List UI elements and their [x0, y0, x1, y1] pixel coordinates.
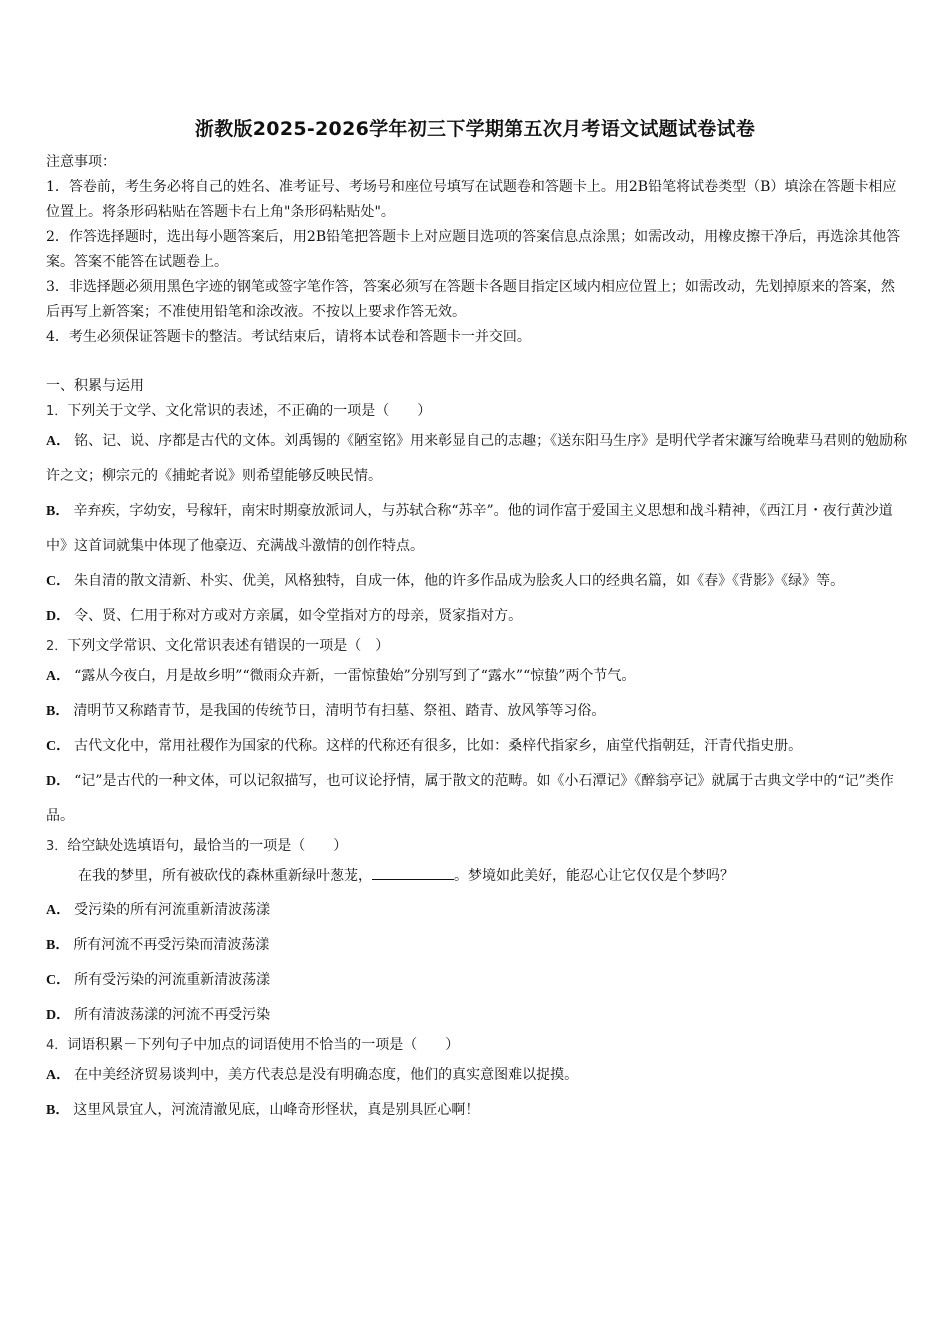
option-d [46, 599, 908, 634]
option-b [46, 1093, 908, 1128]
question-text: 词语积累－下列句子中加点的词语使用不恰当的一项是（ ） [67, 1037, 460, 1053]
question-number: 4． [46, 1038, 68, 1053]
question-4 [46, 1033, 908, 1058]
option-c [46, 729, 908, 764]
option-c [46, 564, 908, 599]
option-text: 在中美经济贸易谈判中，美方代表总是没有明确态度，他们的真实意图难以捉摸。 [74, 1067, 579, 1083]
option-b [46, 928, 908, 963]
option-text: 朱自清的散文清新、朴实、优美，风格独特，自成一体，他的许多作品成为脍炙人口的经典名篇，如《春》《背影》《绿》等。 [74, 573, 845, 589]
question-3 [46, 834, 908, 859]
option-a [46, 1058, 908, 1093]
option-b [46, 694, 908, 729]
option-text: 所有清波荡漾的河流不再受污染 [74, 1007, 271, 1023]
notice-item: 4．考生必须保证答题卡的整洁。考试结束后，请将本试卷和答题卡一并交回。 [46, 329, 531, 345]
option-d [46, 998, 908, 1033]
option-text: 清明节又称踏青节，是我国的传统节日，清明节有扫墓、祭祖、踏青、放风筝等习俗。 [73, 703, 606, 719]
question-1 [46, 399, 908, 424]
option-letter: B． [46, 504, 70, 519]
option-text: 所有受污染的河流重新清波荡漾 [74, 972, 271, 988]
option-letter: C． [46, 973, 71, 988]
question-number: 3． [46, 839, 68, 854]
option-text: 铭、记、说、序都是古代的文体。刘禹锡的《陋室铭》用来彰显自己的志趣；《送东阳马生序》是明代学者宋濂写给晚辈马君则的勉励称许之文；柳宗元的《捕蛇者说》则希望能够反映民情。 [46, 433, 908, 484]
exam-body [46, 374, 908, 1128]
option-letter: B． [46, 938, 70, 953]
option-letter: A． [46, 903, 71, 918]
option-letter: D． [46, 774, 71, 789]
option-text: “露从今夜白，月是故乡明”“微雨众卉新，一雷惊蛰始”分别写到了“露水”“惊蛰”两个节气。 [74, 668, 636, 684]
option-letter: A． [46, 1068, 71, 1083]
option-text: 所有河流不再受污染而清波荡漾 [73, 937, 270, 953]
option-letter: B． [46, 704, 70, 719]
notice-item: 1．答卷前，考生务必将自己的姓名、准考证号、考场号和座位号填写在试题卷和答题卡上。用2B铅笔将试卷类型（B）填涂在答题卡相应位置上。将条形码粘贴在答题卡右上角"条形码粘贴处"。 [46, 179, 897, 220]
option-text: 这里风景宜人，河流清澈见底，山峰奇形怪状，真是别具匠心啊！ [73, 1102, 480, 1118]
option-letter: B． [46, 1103, 70, 1118]
option-letter: C． [46, 574, 71, 589]
option-letter: A． [46, 434, 71, 449]
stem-after: 。梦境如此美好，能忍心让它仅仅是个梦吗？ [454, 868, 734, 884]
notice-item: 3．非选择题必须用黑色字迹的钢笔或签字笔作答，答案必须写在答题卡各题目指定区域内相应位置上；如需改动，先划掉原来的答案，然后再写上新答案；不准使用铅笔和涂改液。不按以上要求作答无效。 [46, 279, 895, 320]
option-d [46, 764, 908, 834]
question-text: 给空缺处选填语句，最恰当的一项是（ ） [67, 838, 348, 854]
option-text: 古代文化中，常用社稷作为国家的代称。这样的代称还有很多，比如：桑梓代指家乡，庙堂代指朝廷，汗青代指史册。 [74, 738, 803, 754]
option-b [46, 494, 908, 564]
question-number: 1． [46, 404, 68, 419]
question-text: 下列关于文学、文化常识的表述，不正确的一项是（ ） [67, 403, 432, 419]
exam-title: 浙教版2025-2026学年初三下学期第五次月考语文试题试卷试卷 [194, 118, 756, 140]
option-letter: D． [46, 1008, 71, 1023]
option-letter: C． [46, 739, 71, 754]
question-number: 2． [46, 639, 68, 654]
section-title: 一、积累与运用 [46, 378, 144, 394]
option-a [46, 893, 908, 928]
answer-blank [372, 865, 454, 880]
question-stem [46, 859, 908, 893]
option-text: 受污染的所有河流重新清波荡漾 [74, 902, 271, 918]
option-a [46, 659, 908, 694]
option-a [46, 424, 908, 494]
notice-heading: 注意事项： [46, 154, 116, 170]
option-letter: D． [46, 609, 71, 624]
option-c [46, 963, 908, 998]
option-text: 令、贤、仁用于称对方或对方亲属，如令堂指对方的母亲，贤家指对方。 [74, 608, 523, 624]
option-letter: A． [46, 669, 71, 684]
question-2 [46, 634, 908, 659]
stem-before: 在我的梦里，所有被砍伐的森林重新绿叶葱茏， [78, 868, 372, 884]
question-text: 下列文学常识、文化常识表述有错误的一项是（ ） [67, 638, 390, 654]
option-text: “记”是古代的一种文体，可以记叙描写，也可议论抒情，属于散文的范畴。如《小石潭记》《醉翁亭记》就属于古典文学中的“记”类作品。 [46, 773, 894, 824]
option-text: 辛弃疾，字幼安，号稼轩，南宋时期豪放派词人，与苏轼合称“苏辛”。他的词作富于爱国主义思想和战斗精神，《西江月・夜行黄沙道中》这首词就集中体现了他豪迈、充满战斗激情的创作特点。 [46, 503, 893, 554]
notice-block [46, 150, 908, 350]
notice-item: 2．作答选择题时，选出每小题答案后，用2B铅笔把答题卡上对应题目选项的答案信息点涂黑；如需改动，用橡皮擦干净后，再选涂其他答案。答案不能答在试题卷上。 [46, 229, 901, 270]
